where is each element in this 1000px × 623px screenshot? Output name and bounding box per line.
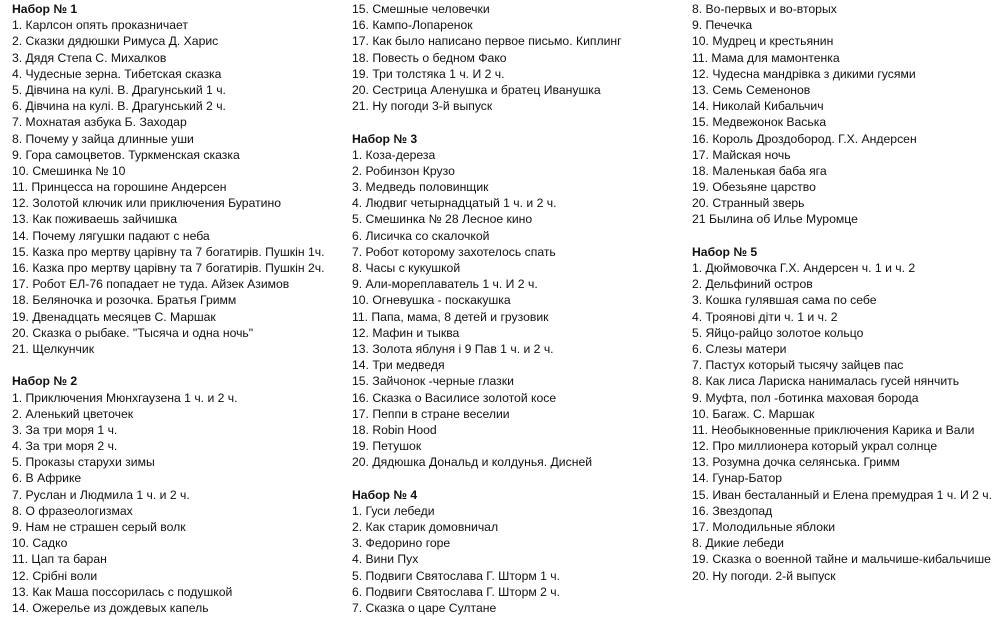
column-2	[352, 1, 687, 616]
list-item: 11. Папа, мама, 8 детей и грузовик	[352, 309, 549, 324]
list-item: 8. Почему у зайца длинные уши	[12, 131, 194, 146]
list-item: 15. Казка про мертву царівну та 7 богатирів. Пушкін 1ч.	[12, 244, 325, 259]
list-item: 18. Robin Hood	[352, 422, 437, 437]
list-item: 15. Иван бесталанный и Елена премудрая 1 ч. И 2 ч.	[692, 487, 993, 502]
list-item: 20. Сестрица Аленушка и братец Иванушка	[352, 82, 601, 97]
list-item: 13. Золота яблуня і 9 Пав 1 ч. и 2 ч.	[352, 341, 554, 356]
list-item: 2. Дельфиний остров	[692, 277, 813, 292]
list-item: 12. Срібні воли	[12, 568, 98, 583]
list-item: 16. Звездопад	[692, 503, 773, 518]
list-item: 11. Цап та баран	[12, 552, 107, 567]
list-item: 4. Троянові діти ч. 1 и ч. 2	[692, 309, 838, 324]
list-item: 16. Казка про мертву царівну та 7 богатирів. Пушкін 2ч.	[12, 261, 325, 275]
list-item: 3. Федорино горе	[352, 536, 451, 551]
list-item: 5. Дівчина на кулі. В. Драгунський 1 ч.	[12, 82, 226, 97]
set-4-title: Набор № 4	[352, 487, 418, 502]
list-item: 1. Коза-дереза	[352, 147, 436, 162]
list-item: 16. Сказка о Василисе золотой косе	[352, 390, 557, 405]
list-item: 2. Как старик домовничал	[352, 520, 499, 534]
list-item: 10. Смешинка № 10	[12, 163, 126, 178]
list-item: 19. Двенадцать месяцев С. Маршак	[12, 309, 216, 324]
spacer	[12, 357, 347, 373]
list-item: 2. Робинзон Крузо	[352, 163, 455, 178]
list-item: 10. Мудрец и крестьянин	[692, 34, 834, 49]
list-item: 10. Багаж. С. Маршак	[692, 406, 815, 421]
list-item: 3. Дядя Степа С. Михалков	[12, 50, 167, 65]
list-item: 9. Али-мореплаватель 1 ч. И 2 ч.	[352, 277, 538, 292]
list-item: 15. Зайчонок -черные глазки	[352, 374, 514, 389]
list-item: 8. О фразеологизмах	[12, 503, 133, 518]
column-3	[692, 1, 997, 584]
list-item: 1. Карлсон опять проказничает	[12, 18, 188, 33]
list-item: 17. Молодильные яблоки	[692, 520, 836, 534]
list-item: 13. Розумна дочка селянська. Гримм	[692, 455, 900, 470]
list-item: 14. Николай Кибальчич	[692, 99, 824, 114]
set-3-title: Набор № 3	[352, 131, 418, 146]
set-1-title: Набор № 1	[12, 2, 78, 16]
list-item: 15. Смешные человечки	[352, 2, 490, 16]
list-item: 12. Про миллионера который украл солнце	[692, 439, 938, 454]
list-item: 3. Медведь половинщик	[352, 180, 489, 195]
list-item: 14. Почему лягушки падают с неба	[12, 228, 210, 243]
list-item: 5. Проказы старухи зимы	[12, 455, 155, 470]
list-item: 10. Садко	[12, 536, 68, 551]
list-item: 10. Огневушка - поскакушка	[352, 293, 511, 308]
list-item: 9. Муфта, пол -ботинка маховая борода	[692, 390, 919, 405]
list-item: 12. Мафин и тыква	[352, 325, 460, 340]
list-item: 7. Руслан и Людмила 1 ч. и 2 ч.	[12, 487, 190, 502]
list-item: 6. Слезы матери	[692, 341, 787, 356]
list-item: 5. Подвиги Святослава Г. Шторм 1 ч.	[352, 568, 561, 583]
list-item: 6. Подвиги Святослава Г. Шторм 2 ч.	[352, 584, 561, 599]
list-item: 13. Как поживаешь зайчишка	[12, 212, 178, 227]
list-item: 20. Ну погоди. 2-й выпуск	[692, 568, 836, 583]
set-2-title: Набор № 2	[12, 374, 78, 389]
list-item: 12. Золотой ключик или приключения Буратино	[12, 196, 281, 211]
set-5-title: Набор № 5	[692, 244, 758, 259]
list-item: 12. Чудесна мандрівка з дикими гусями	[692, 66, 916, 81]
list-item: 14. Гунар-Батор	[692, 471, 783, 486]
column-1	[12, 1, 347, 616]
list-item: 7. Мохнатая азбука Б. Заходар	[12, 115, 187, 130]
list-item: 19. Три толстяка 1 ч. И 2 ч.	[352, 66, 505, 81]
list-item: 16. Король Дроздобород. Г.Х. Андерсен	[692, 131, 917, 146]
list-item: 8. Во-первых и во-вторых	[692, 2, 837, 16]
spacer	[352, 114, 687, 130]
list-item: 4. Чудесные зерна. Тибетская сказка	[12, 66, 222, 81]
list-item: 3. За три моря 1 ч.	[12, 422, 118, 437]
list-item: 14. Ожерелье из дождевых капель	[12, 600, 209, 615]
list-item: 2. Сказки дядюшки Римуса Д. Харис	[12, 34, 219, 49]
list-item: 17. Робот ЕЛ-76 попадает не туда. Айзек Азимов	[12, 277, 290, 292]
list-item: 5. Яйцо-райцо золотое кольцо	[692, 325, 864, 340]
list-item: 7. Робот которому захотелось спать	[352, 244, 556, 259]
list-item: 3. Кошка гулявшая сама по себе	[692, 293, 877, 308]
list-item: 1. Гуси лебеди	[352, 503, 435, 518]
list-item: 16. Кампо-Лопаренок	[352, 18, 473, 33]
list-item: 2. Аленький цветочек	[12, 406, 134, 421]
list-item: 18. Маленькая баба яга	[692, 163, 827, 178]
list-item: 14. Три медведя	[352, 358, 445, 373]
list-item: 20. Странный зверь	[692, 196, 805, 211]
list-item: 6. В Африке	[12, 471, 82, 486]
list-item: 19. Сказка о военной тайне и мальчише-кибальчише	[692, 552, 991, 567]
list-item: 9. Печечка	[692, 18, 753, 33]
list-item: 20. Сказка о рыбаке. "Тысяча и одна ночь"	[12, 325, 254, 340]
list-item: 20. Дядюшка Дональд и колдунья. Дисней	[352, 455, 593, 470]
list-item: 4. За три моря 2 ч.	[12, 439, 118, 454]
list-item: 6. Лисичка со скалочкой	[352, 228, 490, 243]
list-item: 11. Необыкновенные приключения Карика и Вали	[692, 422, 975, 437]
list-item: 21. Щелкунчик	[12, 341, 95, 356]
list-item: 15. Медвежонок Васька	[692, 115, 827, 130]
list-item: 1. Приключения Мюнхгаузена 1 ч. и 2 ч.	[12, 390, 238, 405]
list-item: 11. Мама для мамонтенка	[692, 50, 840, 65]
list-item: 17. Пеппи в стране веселии	[352, 406, 510, 421]
list-item: 19. Петушок	[352, 439, 422, 454]
list-item: 9. Нам не страшен серый волк	[12, 520, 186, 534]
list-item: 8. Как лиса Лариска нанималась гусей нянчить	[692, 374, 960, 389]
list-item: 11. Принцесса на горошине Андерсен	[12, 180, 227, 195]
list-item: 17. Как было написано первое письмо. Киплинг	[352, 34, 622, 49]
list-item: 4. Людвиг четырнадцатый 1 ч. и 2 ч.	[352, 196, 557, 211]
list-item: 9. Гора самоцветов. Туркменская сказка	[12, 147, 240, 162]
spacer	[352, 470, 687, 486]
list-item: 17. Майская ночь	[692, 147, 791, 162]
list-item: 18. Беляночка и розочка. Братья Гримм	[12, 293, 237, 308]
list-item: 6. Дівчина на кулі. В. Драгунський 2 ч.	[12, 99, 226, 114]
list-item: 18. Повесть о бедном Фако	[352, 50, 507, 65]
list-item: 21. Ну погоди 3-й выпуск	[352, 99, 493, 114]
list-item: 4. Вини Пух	[352, 552, 419, 567]
list-item: 5. Смешинка № 28 Лесное кино	[352, 212, 533, 227]
list-item: 1. Дюймовочка Г.Х. Андерсен ч. 1 и ч. 2	[692, 261, 916, 275]
list-item: 7. Сказка о царе Султане	[352, 600, 497, 615]
list-item: 21 Былина об Илье Муромце	[692, 212, 858, 227]
spacer	[692, 228, 997, 244]
list-item: 8. Дикие лебеди	[692, 536, 784, 551]
list-item: 13. Семь Семенонов	[692, 82, 811, 97]
list-item: 19. Обезьяне царство	[692, 180, 816, 195]
list-item: 13. Как Маша поссорилась с подушкой	[12, 584, 233, 599]
list-item: 7. Пастух который тысячу зайцев пас	[692, 358, 904, 373]
list-item: 8. Часы с кукушкой	[352, 261, 461, 275]
